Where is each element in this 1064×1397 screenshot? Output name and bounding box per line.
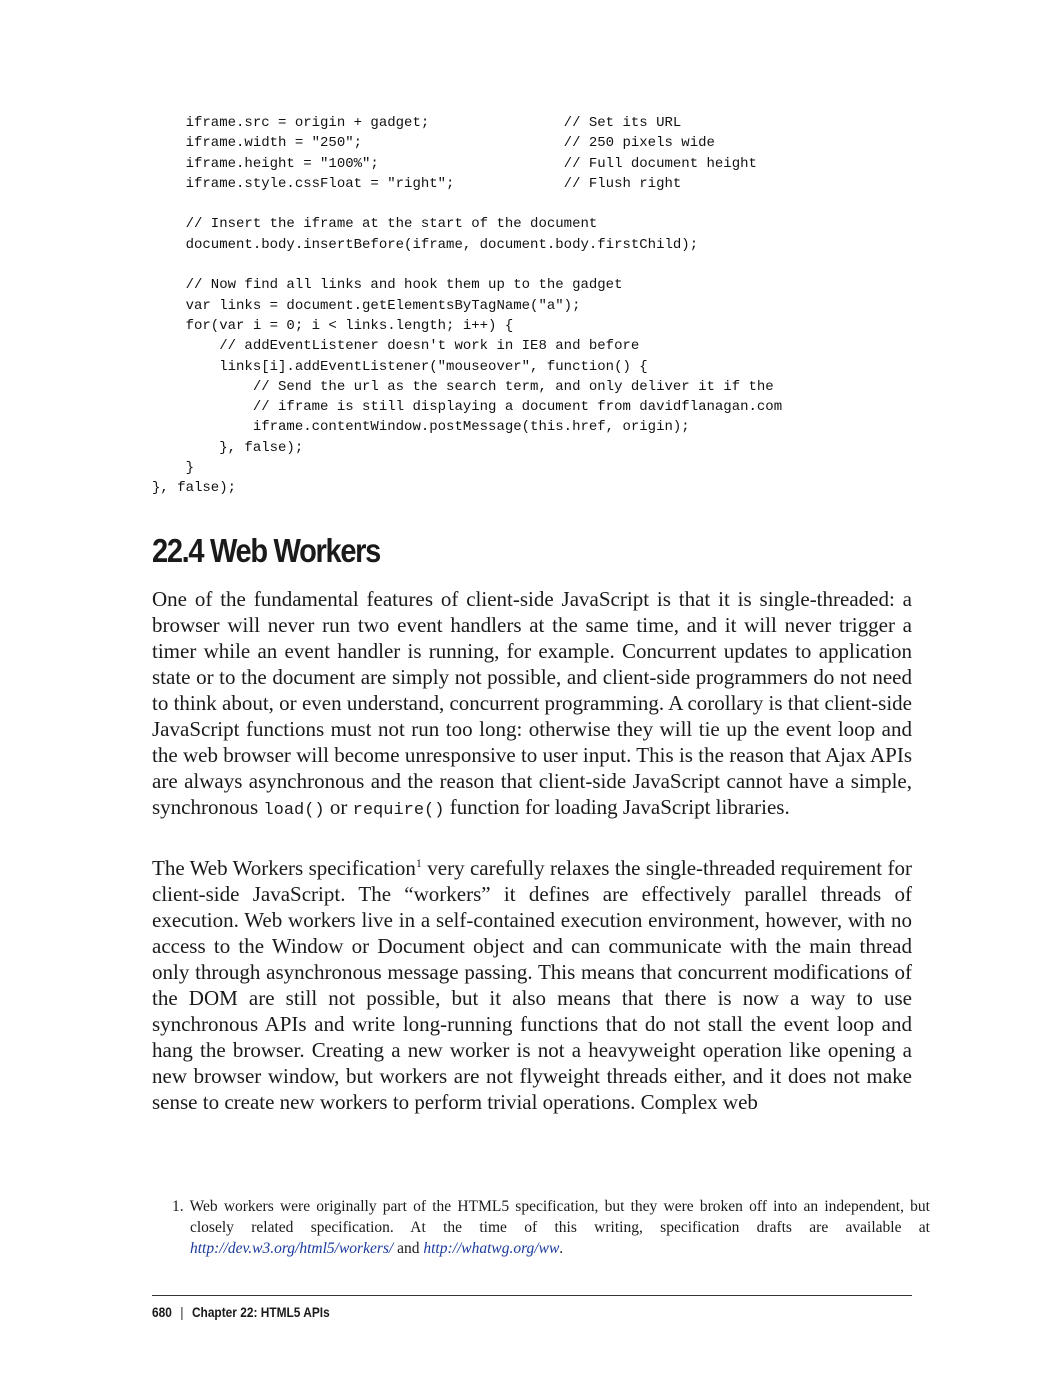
text: function for loading JavaScript libraries. — [444, 795, 790, 819]
text: and — [393, 1240, 424, 1257]
section-heading: 22.4 Web Workers — [152, 532, 380, 569]
w3-link[interactable]: http://dev.w3.org/html5/workers/ — [190, 1240, 394, 1257]
paragraph-1 — [152, 586, 912, 824]
chapter-title: Chapter 22: HTML5 APIs — [191, 1304, 330, 1320]
whatwg-link[interactable]: http://whatwg.org/ww — [423, 1240, 560, 1257]
footer-rule — [152, 1295, 912, 1296]
separator: | — [180, 1304, 184, 1320]
page-number: 680 — [152, 1304, 172, 1320]
inline-code: require() — [352, 801, 445, 820]
text: The Web Workers specification — [152, 856, 416, 880]
page-footer — [152, 1304, 330, 1320]
paragraph-2 — [152, 855, 912, 1115]
text: . — [559, 1240, 564, 1257]
footnote — [172, 1196, 930, 1259]
footnote-number: 1. — [172, 1198, 190, 1215]
code-listing: iframe.src = origin + gadget; // Set its URL iframe.width = "250"; // 250 pixels wide iframe.height = "100%"; // Full document height iframe.style.cssFloat = "right"; // Flush right // Insert the iframe at the start of the document document.body.insertBefore(iframe, document.body.firstChild); // Now find all links and hook them up to the gadget var links = document.getElementsByTagName("a"); for(var i = 0; i < links.length; i++) { // addEventListener doesn't work in IE8 and before links[i].addEventListener("mouseover", function() { // Send the url as the search term, and only deliver it if the // iframe is still displaying a document from davidflanagan.com iframe.contentWindow.postMessage(this.href, origin); }, false); } }, false); — [152, 115, 783, 497]
text: or — [324, 795, 353, 819]
footnote-ref[interactable]: 1 — [415, 856, 422, 870]
text: very carefully relaxes the single-threaded requirement for client-side JavaScript. The “workers” it defines are effectively parallel threads of execution. Web workers live in a self-contained execution environment, however, with no access to the Window or Document object and can communicate with the main thread only through asynchronous message passing. This means that concurrent modifications of the DOM are still not possible, but it also means that there is now a way to use synchronous APIs and write long-running functions that do not stall the event loop and hang the browser. Creating a new worker is not a heavyweight operation like opening a new browser window, but workers are not flyweight threads either, and it does not make sense to create new workers to perform trivial operations. Complex web — [152, 856, 912, 1114]
text: Web workers were originally part of the HTML5 specification, but they were broken off into an independent, but closely related specification. At the time of this writing, specification drafts are available at — [189, 1198, 930, 1236]
inline-code: load() — [263, 801, 325, 820]
text: One of the fundamental features of client-side JavaScript is that it is single-threaded: a browser will never run two event handlers at the same time, and it will never trigger a timer while an event handler is running, for example. Concurrent updates to application state or to the document are simply not possible, and client-side programmers do not need to think about, or even understand, concurrent programming. A corollary is that client-side JavaScript functions must not run too long: otherwise they will tie up the event loop and the web browser will become unresponsive to user input. This is the reason that Ajax APIs are always asynchronous and the reason that client-side JavaScript cannot have a simple, synchronous — [152, 587, 912, 819]
